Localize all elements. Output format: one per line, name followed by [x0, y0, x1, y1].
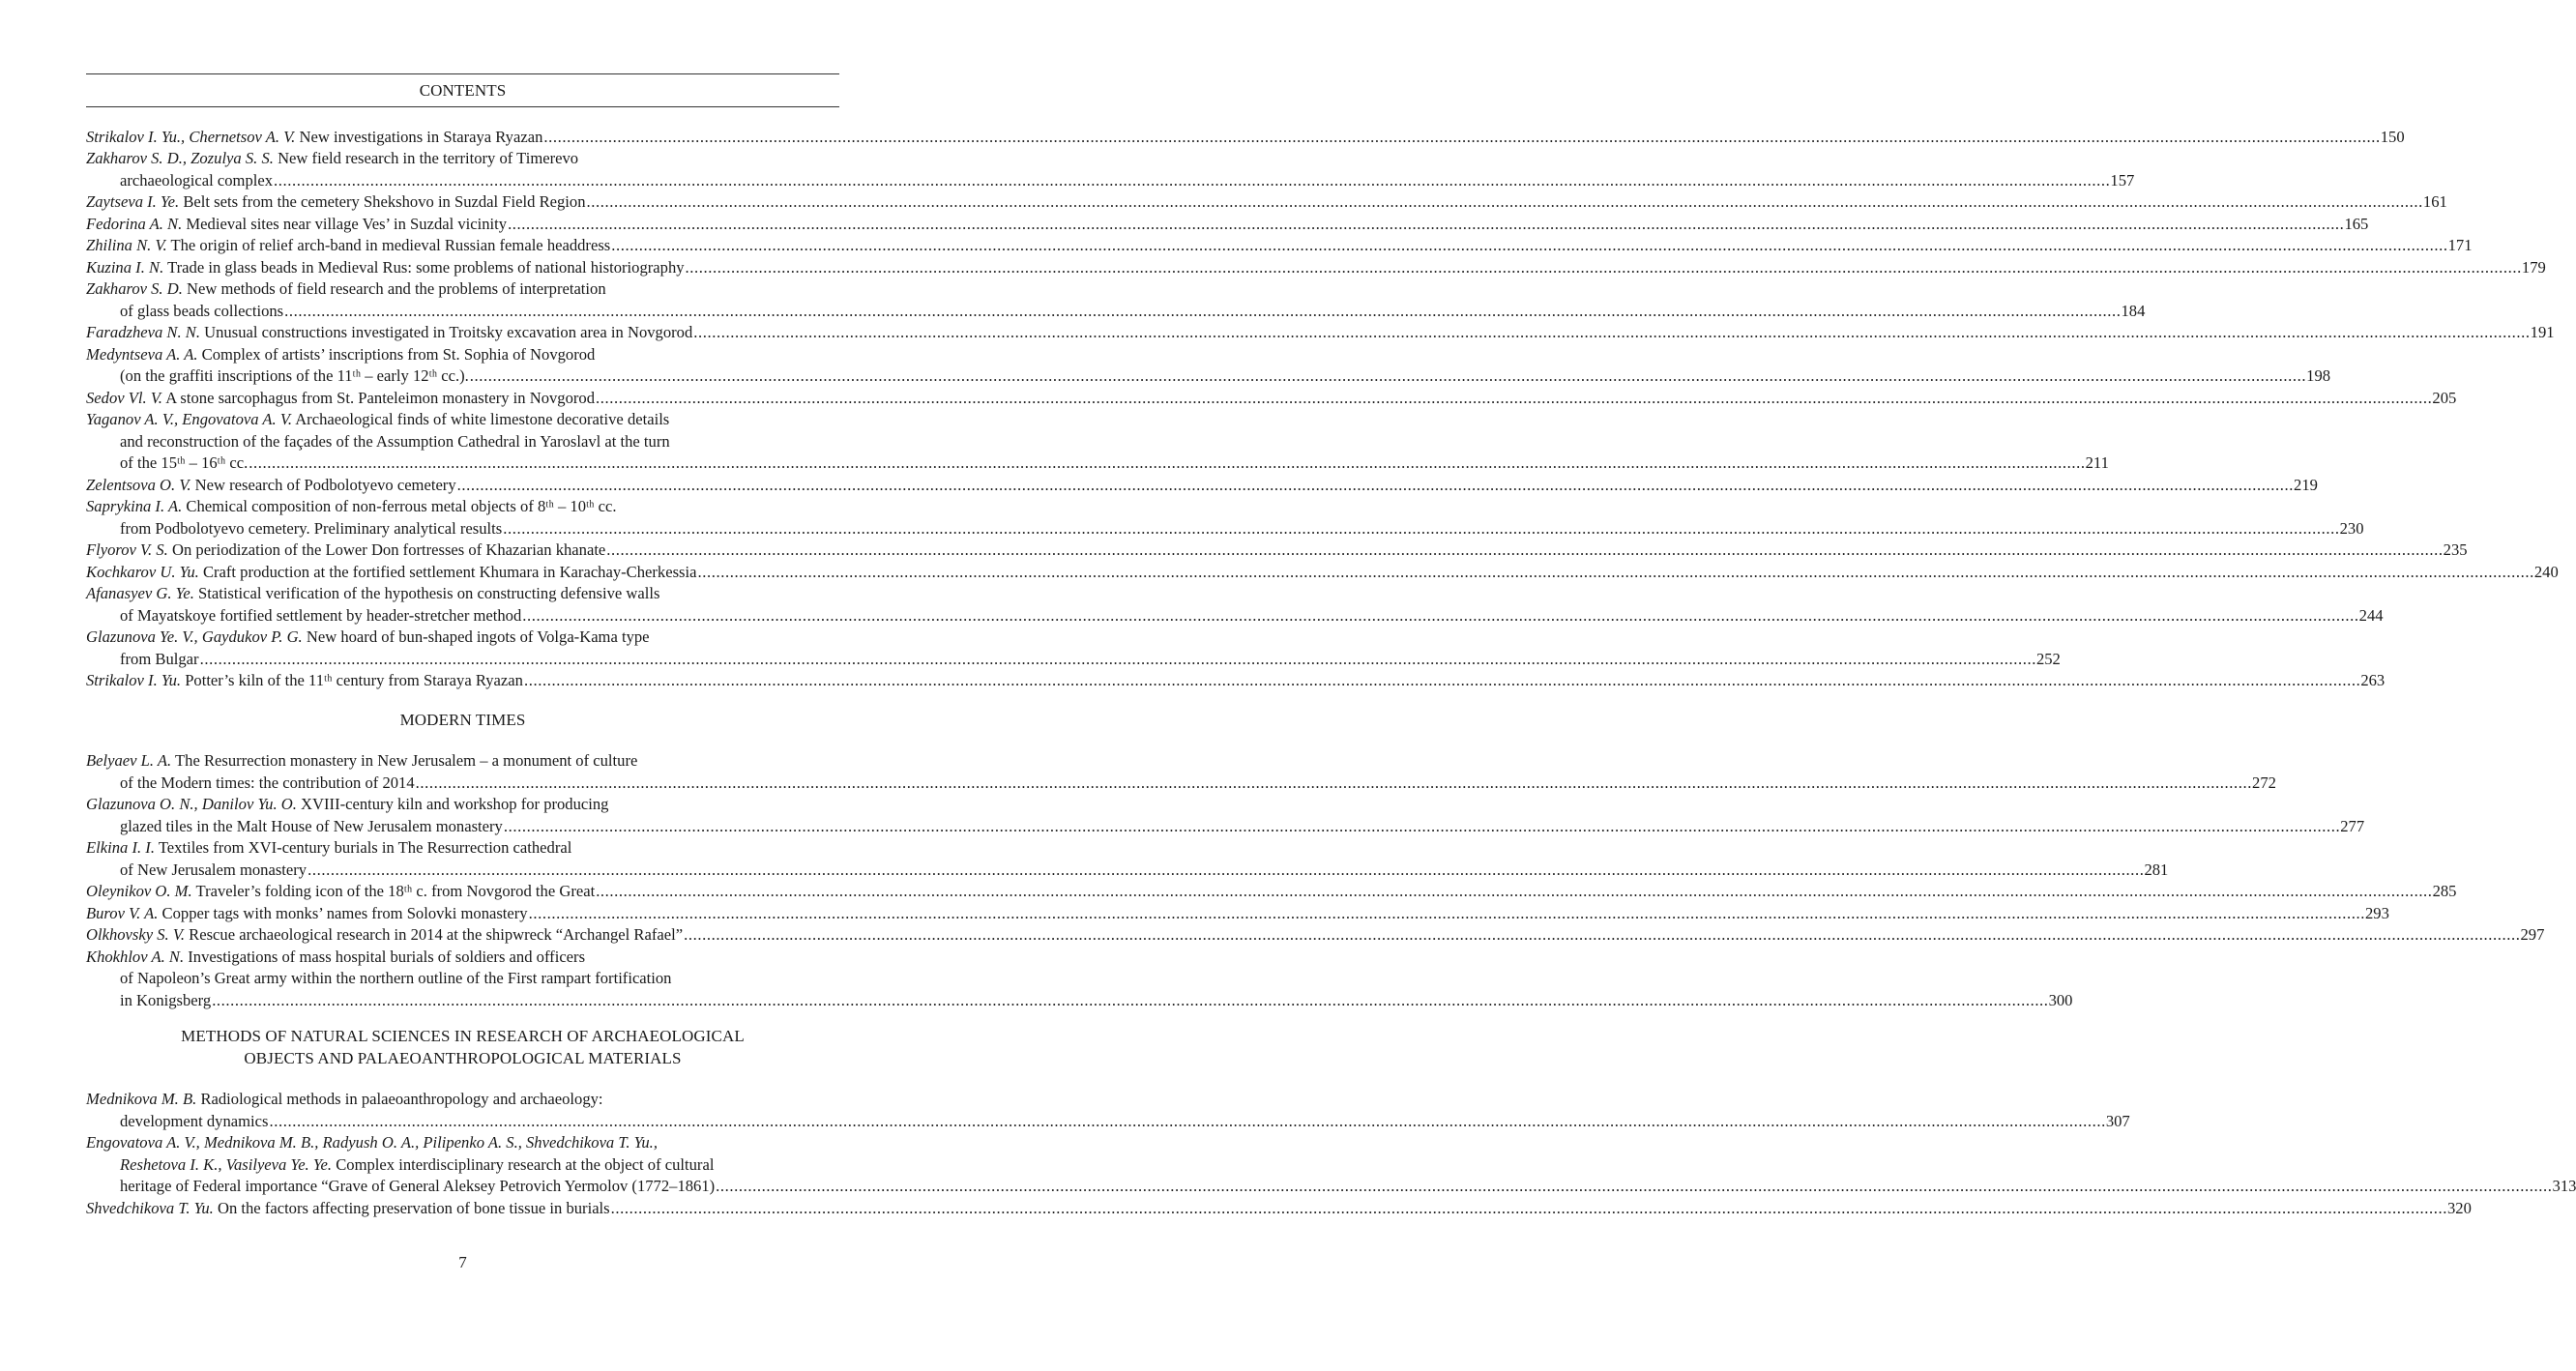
entry-authors: Medyntseva A. A. — [86, 344, 198, 364]
entry-text — [120, 816, 503, 838]
contents-title: CONTENTS — [419, 81, 507, 100]
entry-page-number: 281 — [2144, 860, 2169, 879]
dot-leader: ................................................................................................................................................................................................................................................................................................................................................................................................................ — [212, 990, 2049, 1009]
entry-title: Complex of artists’ inscriptions from St. Sophia of Novgorod — [201, 344, 596, 364]
dot-leader: ................................................................................................................................................................................................................................................................................................................................................................................................................ — [522, 605, 2359, 625]
toc-entry-line — [86, 670, 2386, 692]
entry-text — [86, 540, 605, 562]
entry-title: from Bulgar — [120, 649, 199, 668]
entry-authors: Sedov Vl. V. — [86, 388, 162, 407]
toc-entry-line — [120, 518, 2364, 540]
toc-entry-line — [86, 627, 839, 649]
dot-leader: ................................................................................................................................................................................................................................................................................................................................................................................................................ — [611, 236, 2448, 254]
entry-title: in Konigsberg — [120, 990, 212, 1009]
entry-page-number: 179 — [2521, 257, 2546, 277]
dot-leader: ................................................................................................................................................................................................................................................................................................................................................................................................................ — [586, 192, 2423, 211]
entry-page-number: 150 — [2380, 127, 2405, 146]
dot-leader: ................................................................................................................................................................................................................................................................................................................................................................................................................ — [274, 170, 2111, 190]
toc-entry-line — [120, 649, 2061, 671]
entry-title: heritage of Federal importance “Grave of General Aleksey Petrovich Yermolov (1772–1861) — [120, 1177, 716, 1195]
section-heading: METHODS OF NATURAL SCIENCES IN RESEARCH OF ARCHAEOLOGICAL — [181, 1027, 745, 1045]
entry-authors: Olkhovsky S. V. — [86, 925, 185, 944]
entry-text — [120, 432, 670, 451]
entry-title: of the Modern times: the contribution of 2014 — [120, 773, 415, 792]
entry-page-number: 184 — [2121, 301, 2146, 320]
entry-page-number: 277 — [2340, 816, 2365, 835]
dot-leader: ................................................................................................................................................................................................................................................................................................................................................................................................................ — [596, 882, 2433, 900]
entry-page-number: 198 — [2306, 366, 2331, 385]
entry-authors: Saprykina I. A. — [86, 497, 183, 515]
entry-text — [120, 365, 469, 388]
toc-entry-line — [86, 750, 839, 773]
entry-text — [86, 127, 542, 149]
entry-authors: Strikalov I. Yu., Chernetsov A. V. — [86, 127, 296, 146]
toc-entry-line — [86, 344, 839, 366]
dot-leader: ................................................................................................................................................................................................................................................................................................................................................................................................................ — [284, 301, 2122, 320]
toc-entry-line — [86, 562, 2559, 584]
entry-authors: Zelentsova O. V. — [86, 475, 191, 494]
entry-page-number: 297 — [2520, 925, 2545, 944]
entry-authors: Engovatova A. V., Mednikova M. B., Radyush O. A., Pilipenko A. S., Shvedchikova T. Yu., — [86, 1133, 658, 1152]
entry-text — [120, 170, 273, 192]
toc-entry-line — [86, 278, 839, 301]
entry-title: New hoard of bun-shaped ingots of Volga-Kama type — [306, 627, 650, 646]
toc-entry-line — [86, 924, 2545, 947]
entry-title: Archaeological finds of white limestone decorative details — [295, 410, 670, 428]
toc-entry-line — [86, 127, 2405, 149]
entry-authors: Elkina I. I. — [86, 838, 155, 857]
dot-leader: ................................................................................................................................................................................................................................................................................................................................................................................................................ — [307, 860, 2145, 879]
dot-leader: ................................................................................................................................................................................................................................................................................................................................................................................................................ — [249, 453, 2086, 472]
entry-title: glazed tiles in the Malt House of New Jerusalem monastery — [120, 816, 503, 835]
entry-text — [86, 1133, 658, 1152]
entry-title: Trade in glass beads in Medieval Rus: some problems of national historiography — [167, 257, 685, 277]
entry-text — [86, 388, 595, 410]
entry-title: New field research in the territory of Timerevo — [278, 149, 579, 167]
entry-page-number: 161 — [2422, 192, 2447, 211]
toc-entry-line — [86, 388, 2457, 410]
dot-leader: ................................................................................................................................................................................................................................................................................................................................................................................................................ — [415, 773, 2253, 792]
entry-text — [86, 191, 586, 214]
entry-title: of glass beads collections — [120, 301, 284, 320]
toc-entry-line — [86, 947, 839, 969]
entry-page-number: 244 — [2358, 605, 2384, 625]
entry-title: Textiles from XVI-century burials in The Resurrection cathedral — [158, 838, 572, 857]
dot-leader: ................................................................................................................................................................................................................................................................................................................................................................................................................ — [503, 816, 2341, 835]
entry-authors: Fedorina A. N. — [86, 214, 183, 233]
entry-title: On the factors affecting preservation of bone tissue in burials — [217, 1198, 610, 1217]
entry-authors: Zakharov S. D. — [86, 279, 183, 298]
entry-page-number: 157 — [2110, 170, 2135, 190]
toc-entry-line — [86, 475, 2318, 497]
entry-text — [86, 497, 617, 515]
entry-authors: Belyaev L. A. — [86, 751, 172, 770]
toc-entry-line — [86, 496, 839, 518]
entry-title: Statistical verification of the hypothesis on constructing defensive walls — [198, 584, 660, 602]
toc-entry-line — [120, 452, 2109, 475]
entry-title: Potter’s kiln of the 11ᵗʰ century from Staraya Ryazan — [185, 671, 523, 689]
entry-title: of Mayatskoye fortified settlement by header-stretcher method — [120, 605, 522, 625]
entry-text — [86, 1090, 603, 1108]
entry-title: The Resurrection monastery in New Jerusalem – a monument of culture — [175, 751, 638, 770]
entry-text — [86, 584, 659, 602]
entry-page-number: 240 — [2533, 562, 2559, 581]
entry-authors: Khokhlov A. N. — [86, 947, 185, 966]
entry-page-number: 252 — [2035, 649, 2061, 668]
entry-title: and reconstruction of the façades of the Assumption Cathedral in Yaroslavl at the turn — [120, 431, 670, 451]
entry-text — [86, 627, 650, 646]
entry-page-number: 293 — [2364, 903, 2389, 922]
entry-page-number: 235 — [2443, 540, 2468, 559]
entry-title: Belt sets from the cemetery Shekshovo in Suzdal Field Region — [183, 192, 586, 211]
entry-title: Rescue archaeological research in 2014 at the shipwreck “Archangel Rafael” — [189, 925, 684, 944]
toc-entry-line — [86, 794, 839, 816]
entry-title: Medieval sites near village Ves’ in Suzdal vicinity — [186, 214, 508, 233]
section-heading: OBJECTS AND PALAEOANTHROPOLOGICAL MATERIALS — [244, 1048, 682, 1067]
entry-authors: Kochkarov U. Yu. — [86, 562, 199, 581]
entry-page-number: 320 — [2447, 1198, 2472, 1217]
entry-page-number: 165 — [2344, 214, 2369, 233]
toc-entry-line — [86, 235, 2473, 257]
entry-page-number: 272 — [2252, 773, 2276, 792]
entry-authors: Glazunova Ye. V., Gaydukov P. G. — [86, 627, 303, 646]
entry-text — [86, 670, 523, 692]
dot-leader: ................................................................................................................................................................................................................................................................................................................................................................................................................ — [456, 475, 2295, 494]
toc-entry-line — [86, 837, 839, 860]
dot-leader: ................................................................................................................................................................................................................................................................................................................................................................................................................ — [523, 671, 2361, 689]
entry-text — [120, 605, 521, 627]
toc-entry-line — [120, 990, 2073, 1012]
toc-entry-line — [120, 1154, 839, 1177]
entry-text — [86, 322, 692, 344]
entry-title: of the 15ᵗʰ – 16ᵗʰ cc. — [120, 453, 249, 472]
dot-leader: ................................................................................................................................................................................................................................................................................................................................................................................................................ — [684, 925, 2521, 944]
entry-authors: Faradzheva N. N. — [86, 323, 200, 341]
entry-page-number: 171 — [2447, 236, 2473, 254]
toc-entry-line — [120, 1111, 2130, 1133]
entry-text — [86, 881, 595, 903]
toc-entry-line — [120, 773, 2276, 795]
entry-title: of New Jerusalem monastery — [120, 860, 307, 879]
toc-entry-line — [120, 968, 839, 990]
entry-text — [120, 1155, 714, 1174]
entry-text — [86, 924, 683, 947]
entry-page-number: 205 — [2432, 388, 2457, 407]
dot-leader: ................................................................................................................................................................................................................................................................................................................................................................................................................ — [508, 214, 2345, 233]
entry-title: On periodization of the Lower Don fortresses of Khazarian khanate — [171, 540, 606, 559]
entry-text — [86, 475, 456, 497]
entry-text — [120, 773, 415, 795]
dot-leader: ................................................................................................................................................................................................................................................................................................................................................................................................................ — [528, 903, 2365, 922]
entry-authors: Shvedchikova T. Yu. — [86, 1198, 214, 1217]
entry-text — [86, 903, 528, 925]
toc-entry-line — [86, 1089, 839, 1111]
entry-authors: Zaytseva I. Ye. — [86, 192, 180, 211]
entry-authors: Zhilina N. V. — [86, 236, 167, 254]
entry-authors: Kuzina I. N. — [86, 257, 164, 277]
entry-title: of Napoleon’s Great army within the northern outline of the First rampart fortification — [120, 969, 672, 987]
entry-text — [120, 1111, 268, 1133]
entry-title: The origin of relief arch-band in medieval Russian female headdress — [170, 236, 611, 254]
toc-entry-line — [86, 1132, 839, 1154]
section-heading: MODERN TIMES — [399, 710, 526, 729]
entry-page-number: 219 — [2294, 475, 2318, 494]
toc-entry-line — [120, 1176, 2576, 1198]
entry-title: Unusual constructions investigated in Troitsky excavation area in Novgorod — [204, 323, 693, 341]
entry-text — [120, 649, 199, 671]
entry-page-number: 191 — [2530, 323, 2555, 341]
entry-text — [86, 257, 685, 279]
entry-text — [120, 1176, 715, 1198]
entry-text — [120, 452, 248, 475]
entry-authors: Burov V. A. — [86, 903, 159, 922]
entry-title: development dynamics — [120, 1111, 269, 1130]
toc-entry-line — [86, 322, 2555, 344]
entry-text — [86, 1198, 610, 1220]
toc-entry-line — [86, 214, 2369, 236]
dot-leader: ................................................................................................................................................................................................................................................................................................................................................................................................................ — [693, 323, 2531, 341]
entry-text — [86, 345, 595, 364]
toc-entry-line — [86, 903, 2389, 925]
entry-authors: Yaganov A. V., Engovatova A. V. — [86, 410, 292, 428]
entry-authors: Mednikova M. B. — [86, 1090, 197, 1108]
entry-text — [86, 410, 669, 428]
entry-title: A stone sarcophagus from St. Panteleimon monastery in Novgorod — [165, 388, 596, 407]
entry-title: New methods of field research and the problems of interpretation — [187, 279, 606, 298]
entry-page-number: 230 — [2339, 518, 2364, 538]
entry-text — [86, 214, 507, 236]
top-rule — [86, 73, 839, 74]
entry-text — [86, 751, 637, 770]
toc-entry-line — [86, 148, 839, 170]
dot-leader: ................................................................................................................................................................................................................................................................................................................................................................................................................ — [269, 1111, 2106, 1130]
dot-leader: ................................................................................................................................................................................................................................................................................................................................................................................................................ — [503, 518, 2340, 538]
entry-text — [86, 562, 696, 584]
entry-authors: Reshetova I. K., Vasilyeva Ye. Ye. — [120, 1154, 333, 1174]
toc-entry-line — [120, 860, 2169, 882]
entry-authors: Flyorov V. S. — [86, 540, 168, 559]
entry-authors: Strikalov I. Yu. — [86, 671, 182, 689]
page-number: 7 — [458, 1253, 467, 1271]
entry-title: New research of Podbolotyevo cemetery — [194, 475, 456, 494]
entry-text — [120, 990, 211, 1012]
entry-text — [120, 518, 502, 540]
entry-authors: Zakharov S. D., Zozulya S. S. — [86, 149, 274, 167]
entry-title: Radiological methods in palaeoanthropology and archaeology: — [200, 1090, 603, 1108]
entry-title: New investigations in Staraya Ryazan — [299, 127, 543, 146]
entry-title: from Podbolotyevo cemetery. Preliminary analytical results — [120, 518, 503, 538]
title-rule — [86, 106, 839, 107]
dot-leader: ................................................................................................................................................................................................................................................................................................................................................................................................................ — [199, 649, 2036, 668]
dot-leader: ................................................................................................................................................................................................................................................................................................................................................................................................................ — [596, 388, 2433, 407]
entry-page-number: 313 — [2552, 1177, 2576, 1195]
dot-leader: ................................................................................................................................................................................................................................................................................................................................................................................................................ — [543, 127, 2381, 146]
entry-text — [120, 301, 283, 323]
entry-page-number: 285 — [2432, 882, 2457, 900]
toc-entry-line — [120, 431, 839, 453]
entry-page-number: 263 — [2360, 671, 2386, 689]
entry-title: Investigations of mass hospital burials of soldiers and officers — [188, 947, 586, 966]
entry-title: Traveler’s folding icon of the 18ᵗʰ c. from Novgorod the Great — [195, 882, 596, 900]
entry-page-number: 300 — [2048, 990, 2073, 1009]
toc-entry-line — [86, 191, 2447, 214]
entry-title: (on the graffiti inscriptions of the 11ᵗʰ – early 12ᵗʰ cc.). — [120, 366, 469, 385]
entry-title: Complex interdisciplinary research at the object of cultural — [336, 1154, 715, 1174]
entry-text — [86, 279, 606, 298]
entry-title: Copper tags with monks’ names from Solovki monastery — [161, 903, 528, 922]
dot-leader: ................................................................................................................................................................................................................................................................................................................................................................................................................ — [716, 1177, 2553, 1195]
toc-entry-line — [86, 881, 2457, 903]
toc-entry-line — [86, 540, 2468, 562]
entry-page-number: 307 — [2105, 1111, 2130, 1130]
entry-title: Craft production at the fortified settlement Khumara in Karachay-Cherkessia — [202, 562, 697, 581]
entry-text — [86, 948, 585, 966]
entry-text — [120, 969, 671, 987]
entry-authors: Glazunova O. N., Danilov Yu. O. — [86, 795, 297, 813]
entry-title: Chemical composition of non-ferrous metal objects of 8ᵗʰ – 10ᵗʰ cc. — [186, 497, 617, 515]
entry-text — [86, 149, 578, 167]
dot-leader: ................................................................................................................................................................................................................................................................................................................................................................................................................ — [606, 540, 2444, 559]
toc-entry-line — [120, 170, 2135, 192]
entry-text — [86, 795, 608, 813]
entry-page-number: 211 — [2085, 453, 2109, 472]
entry-authors: Oleynikov O. M. — [86, 882, 192, 900]
toc-entry-line — [86, 583, 839, 605]
toc-entry-line — [86, 1198, 2472, 1220]
toc-entry-line — [86, 409, 839, 431]
entry-authors: Afanasyev G. Ye. — [86, 584, 194, 602]
dot-leader: ................................................................................................................................................................................................................................................................................................................................................................................................................ — [697, 562, 2534, 581]
entry-text — [120, 860, 307, 882]
entry-title: XVIII-century kiln and workshop for producing — [301, 795, 609, 813]
dot-leader: ................................................................................................................................................................................................................................................................................................................................................................................................................ — [610, 1198, 2447, 1217]
toc-entry-line — [120, 816, 2365, 838]
toc-entry-line — [120, 301, 2146, 323]
entry-text — [86, 235, 610, 257]
toc-entry-line — [120, 605, 2384, 627]
dot-leader: ................................................................................................................................................................................................................................................................................................................................................................................................................ — [469, 366, 2307, 385]
entry-title: archaeological complex — [120, 170, 274, 190]
toc-entry-line — [86, 257, 2546, 279]
dot-leader: ................................................................................................................................................................................................................................................................................................................................................................................................................ — [685, 257, 2522, 277]
toc-entry-line — [120, 365, 2331, 388]
entry-text — [86, 838, 571, 857]
